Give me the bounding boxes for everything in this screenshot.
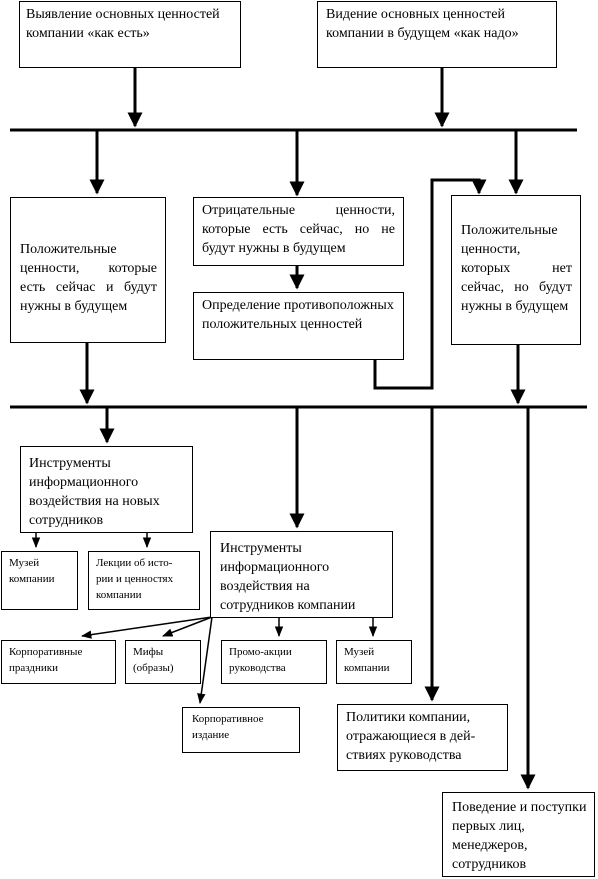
box-positive-keep: Положительные ценности, которые есть сейчас и будут нужны в будущем	[10, 197, 166, 343]
box-future-values: Видение основных ценностей компании в будущем «как надо»	[317, 1, 557, 68]
box-current-values: Выявление основных ценностей компании «как есть»	[19, 1, 241, 68]
box-corp-holidays: Корпоративные праздники	[1, 640, 116, 684]
lectures-line-3: компании	[96, 589, 142, 601]
arrow-tools-staff-to-edition	[200, 617, 212, 703]
policies-line-3: ствиях руководства	[346, 748, 462, 763]
box-negative-values: Отрицательные ценности, которые есть сейчас, но не будут нужны в будущем	[193, 197, 404, 266]
box-tools-staff: Инструменты информационного воздействия на сотрудников компании	[210, 531, 393, 618]
arrow-tools-staff-to-holidays	[82, 617, 212, 636]
policies-line-2: отражающиеся в дей-	[346, 729, 476, 744]
box-behavior: Поведение и поступки первых лиц, менеджеров, сотрудников	[442, 792, 595, 877]
box-lectures	[88, 551, 200, 610]
box-myths: Мифы (образы)	[125, 640, 201, 684]
box-museum-1: Музей компании	[1, 551, 78, 610]
box-museum-2: Музей компании	[336, 640, 412, 684]
lectures-line-1: Лекции об исто-	[96, 557, 173, 569]
box-corp-edition: Корпоративное издание	[182, 707, 300, 753]
box-promo: Промо-акции руководства	[221, 640, 327, 684]
lectures-line-2: рии и ценностях	[96, 573, 174, 585]
box-policies	[337, 704, 508, 771]
box-opposite-values: Определение противоположных положительных ценностей	[193, 292, 404, 360]
box-positive-missing: Положительные ценности, которых нет сейчас, но будут нужны в будущем	[451, 195, 581, 345]
box-tools-new-staff: Инструменты информационного воздействия на новых сотрудников	[20, 446, 193, 533]
policies-line-1: Политики компании,	[346, 710, 471, 725]
